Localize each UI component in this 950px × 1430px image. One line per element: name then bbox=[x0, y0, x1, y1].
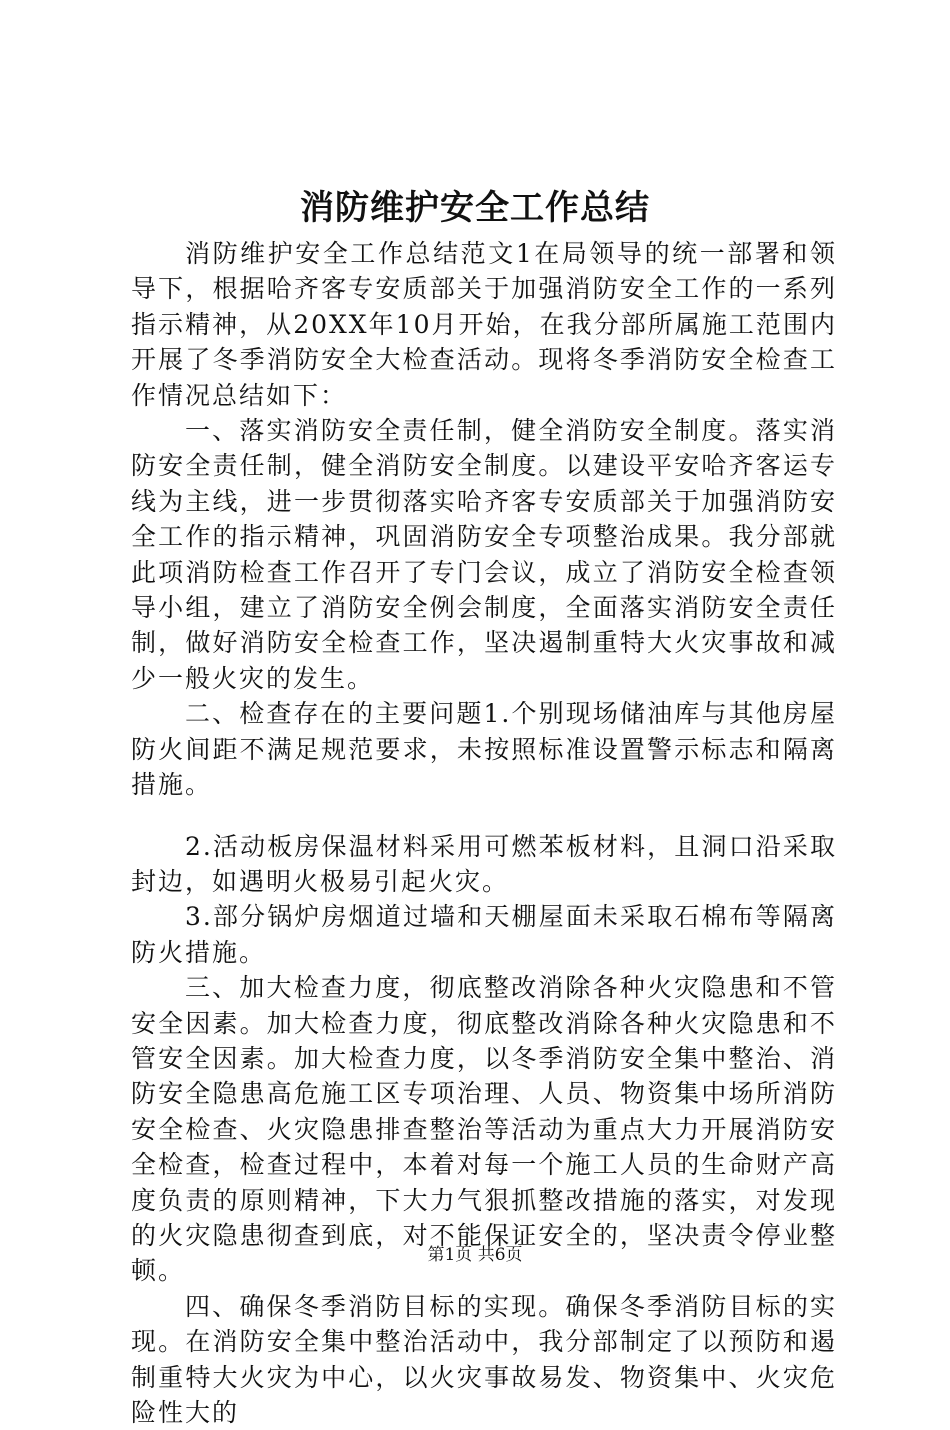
paragraph-section-4: 四、确保冬季消防目标的实现。确保冬季消防目标的实现。在消防安全集中整治活动中，我分部制定了以预防和遏制重特大火灾为中心，以火灾事故易发、物资集中、火灾危险性大的 bbox=[131, 1291, 837, 1427]
paragraph-section-2: 二、检查存在的主要问题1.个别现场储油库与其他房屋防火间距不满足规范要求，未按照标准设置警示标志和隔离措施。 bbox=[131, 699, 837, 800]
paragraph-section-3: 三、加大检查力度，彻底整改消除各种火灾隐患和不管安全因素。加大检查力度，彻底整改消除各种火灾隐患和不管安全因素。加大检查力度，以冬季消防安全集中整治、消防安全隐患高危施工区专项治理、人员、物资集中场所消防安全检查、火灾隐患排查整治等活动为重点大力开展消防安全检查，检查过程中，本着对每一个施工人员的生命财产高度负责的原则精神，下大力气狠抓整改措施的落实，对发现的火灾隐患彻查到底，对不能保证安全的，坚决责令停业整顿。 bbox=[131, 973, 837, 1286]
document-title: 消防维护安全工作总结 bbox=[300, 188, 650, 228]
paragraph-gap bbox=[131, 803, 837, 829]
paragraph-section-1: 一、落实消防安全责任制，健全消防安全制度。落实消防安全责任制，健全消防安全制度。以建设平安哈齐客运专线为主线，进一步贯彻落实哈齐客专安质部关于加强消防安全工作的指示精神，巩固消防安全专项整治成果。我分部就此项消防检查工作召开了专门会议，成立了消防安全检查领导小组，建立了消防安全例会制度，全面落实消防安全责任制，做好消防安全检查工作，坚决遏制重特大火灾事故和减少一般火灾的发生。 bbox=[131, 416, 837, 693]
page-footer: 第1页 共6页 bbox=[427, 1245, 523, 1265]
paragraph-issue-2: 2.活动板房保温材料采用可燃苯板材料，且洞口沿采取封边，如遇明火极易引起火灾。 bbox=[131, 831, 837, 896]
paragraph-issue-3: 3.部分锅炉房烟道过墙和天棚屋面未采取石棉布等隔离防火措施。 bbox=[131, 902, 837, 967]
paragraph-intro: 消防维护安全工作总结范文1在局领导的统一部署和领导下，根据哈齐客专安质部关于加强消防安全工作的一系列指示精神，从20XX年10月开始，在我分部所属施工范围内开展了冬季消防安全大检查活动。现将冬季消防安全检查工作情况总结如下： bbox=[131, 239, 837, 410]
